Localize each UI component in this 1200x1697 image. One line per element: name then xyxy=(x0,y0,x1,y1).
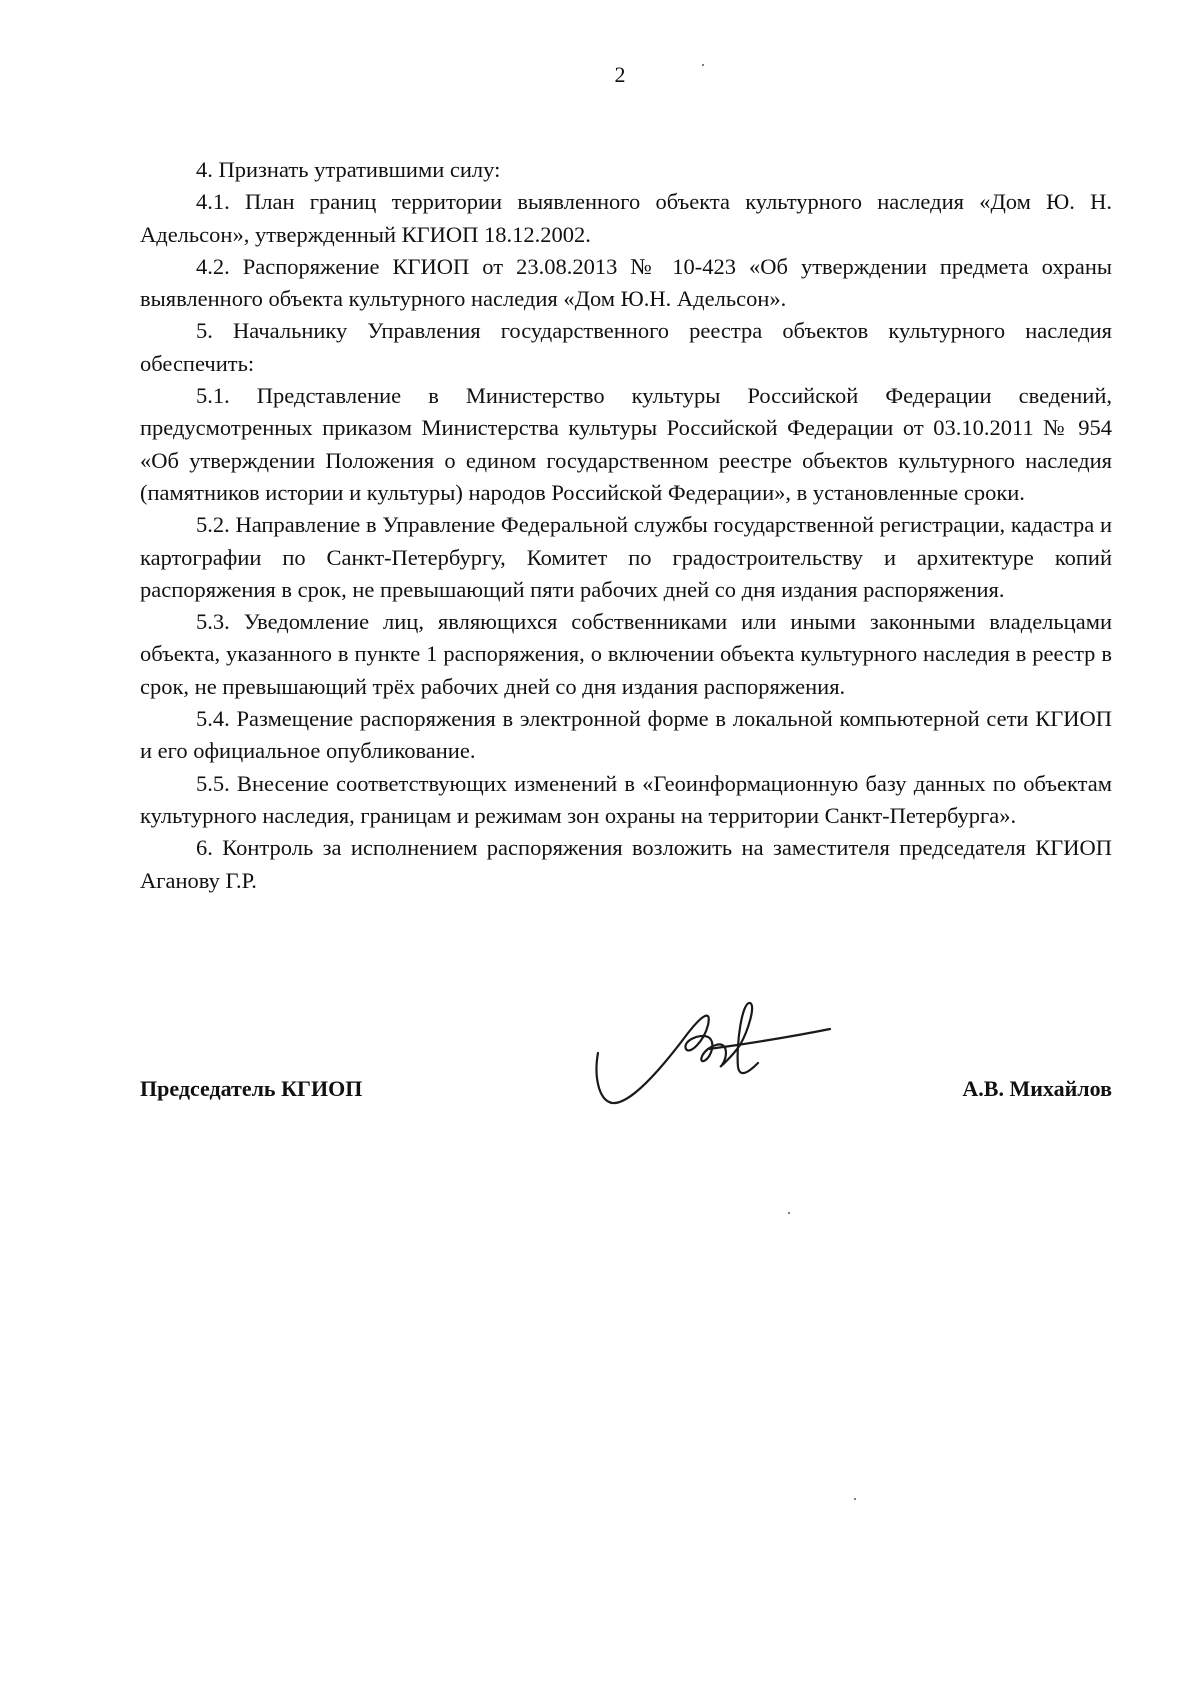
scan-speck xyxy=(788,1212,790,1214)
scan-speck xyxy=(702,64,704,66)
handwritten-signature xyxy=(590,975,840,1125)
paragraph-5-5: 5.5. Внесение соответствующих изменений в «Геоинформационную базу данных по объектам культурного наследия, границам и режимам зон охраны на территории Санкт-Петербурга». xyxy=(140,770,1112,828)
signer-title: Председатель КГИОП xyxy=(140,1076,363,1101)
paragraph-5: 5. Начальнику Управления государственного реестра объектов культурного наследия обеспечить: xyxy=(140,318,1112,376)
paragraph-4: 4. Признать утратившими силу: xyxy=(196,157,501,182)
paragraph-5-3: 5.3. Уведомление лиц, являющихся собственниками или иными законными владельцами объекта, указанного в пункте 1 распоряжения, о включении объекта культурного наследия в реестр в срок, не превышающий трёх рабочих дней со дня издания распоряжения. xyxy=(140,609,1112,699)
document-body xyxy=(140,154,1112,897)
paragraph-5-1: 5.1. Представление в Министерство культуры Российской Федерации сведений, предусмотренных приказом Министерства культуры Российской Федерации от 03.10.2011 № 954 «Об утверждении Положения о едином государственном реестре объектов культурного наследия (памятников истории и культуры) народов Российской Федерации», в установленные сроки. xyxy=(140,383,1112,505)
paragraph-6: 6. Контроль за исполнением распоряжения возложить на заместителя председателя КГИОП Аганову Г.Р. xyxy=(140,835,1112,893)
paragraph-5-4: 5.4. Размещение распоряжения в электронной форме в локальной компьютерной сети КГИОП и его официальное опубликование. xyxy=(140,706,1112,764)
paragraph-4-1: 4.1. План границ территории выявленного объекта культурного наследия «Дом Ю. Н. Адельсон», утвержденный КГИОП 18.12.2002. xyxy=(140,189,1112,247)
paragraph-5-2: 5.2. Направление в Управление Федеральной службы государственной регистрации, кадастра и картографии по Санкт-Петербургу, Комитет по градостроительству и архитектуре копий распоряжения в срок, не превышающий пяти рабочих дней со дня издания распоряжения. xyxy=(140,512,1112,602)
page-number: 2 xyxy=(614,62,626,87)
signer-name: А.В. Михайлов xyxy=(962,1076,1112,1101)
scan-speck xyxy=(854,1498,856,1500)
paragraph-4-2: 4.2. Распоряжение КГИОП от 23.08.2013 № 10-423 «Об утверждении предмета охраны выявленного объекта культурного наследия «Дом Ю.Н. Адельсон». xyxy=(140,253,1112,312)
